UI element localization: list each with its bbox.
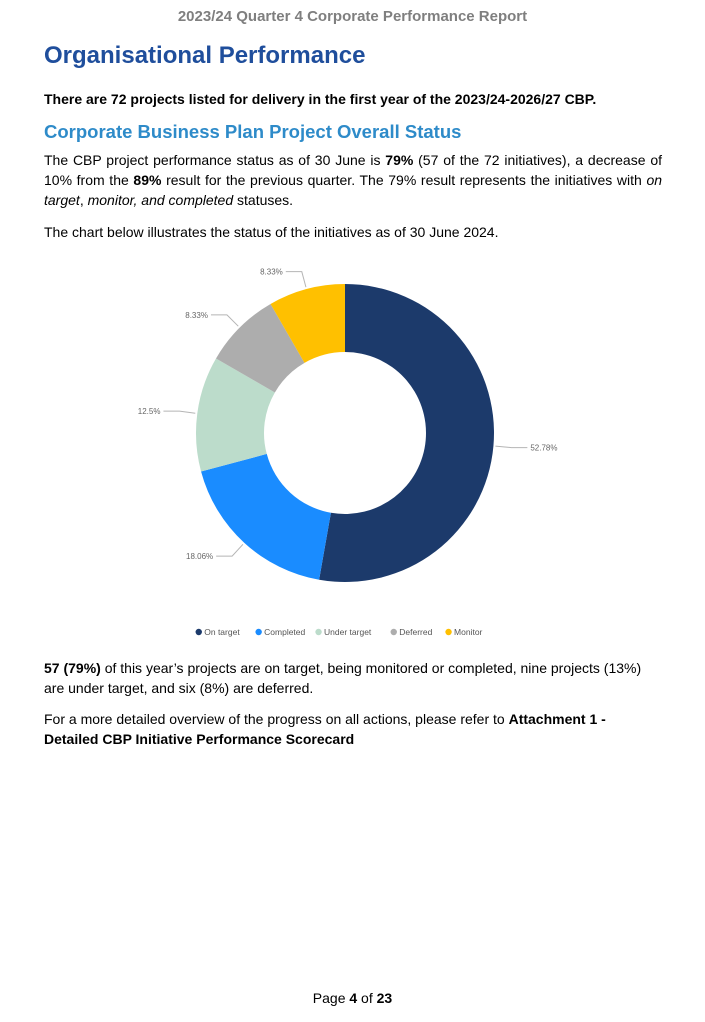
leader-line-1 [216,544,243,556]
donut-slice-0 [319,284,494,582]
text-run: For a more detailed overview of the progress on all actions, please refer to [44,711,509,727]
text-run: The CBP project performance status as of 30 June is [44,152,386,168]
reference-paragraph [44,709,662,749]
status-term: on target [44,172,663,208]
text-run: statuses. [233,192,294,208]
chart-intro-paragraph: The chart below illustrates the status of the initiatives as of 30 June 2024. [44,224,499,240]
leader-line-0 [495,446,527,447]
status-term: monitor, and completed [87,192,234,208]
data-label-4: 8.33% [260,267,283,277]
data-label-1: 18.06% [186,552,214,562]
text-run: (57 of the 72 initiatives), a decrease of 10% from the [44,152,662,188]
page-of: of [357,990,377,1006]
text-run: of this year’s projects are on target, being monitored or completed, nine projects (13%) are under target, and six (8%) are deferred. [44,660,642,696]
legend-label-0: On target [204,627,240,637]
legend-label-4: Monitor [454,627,483,637]
data-label-3: 8.33% [185,310,208,320]
legend-marker-1 [255,629,261,635]
summary-count: 57 (79%) [44,660,101,676]
previous-result: 89% [133,172,162,188]
donut-chart-svg [0,255,705,650]
legend-marker-2 [315,629,321,635]
attachment-reference: Attachment 1 - Detailed CBP Initiative Performance Scorecard [44,711,606,747]
data-label-2: 12.5% [137,407,161,417]
text-run: , [79,192,88,208]
leader-line-2 [163,411,195,413]
leader-line-4 [286,272,306,287]
page-title: Organisational Performance [44,42,366,69]
text-run: result for the previous quarter. The 79% result represents the initiatives with [161,172,647,188]
running-header: 2023/24 Quarter 4 Corporate Performance Report [177,8,528,25]
legend-marker-4 [445,629,451,635]
legend-label-3: Deferred [399,627,433,637]
data-label-0: 52.78% [530,443,558,453]
legend-label-2: Under target [324,627,372,637]
legend-marker-3 [391,629,397,635]
status-donut-chart [0,255,705,650]
page-number [0,990,705,1006]
current-result: 79% [385,152,414,168]
page-total: 23 [376,990,393,1006]
status-paragraph [44,150,662,210]
legend-marker-0 [196,629,202,635]
donut-slice-1 [201,454,331,580]
section-title: Corporate Business Plan Project Overall Status [44,121,462,142]
summary-paragraph [44,658,662,698]
leader-line-3 [211,315,238,326]
page-current: 4 [349,990,358,1006]
legend-label-1: Completed [264,627,306,637]
lead-text: There are 72 projects listed for delivery in the first year of the 2023/24-2026/27 CBP. [44,91,597,107]
page-prefix: Page [312,990,350,1006]
